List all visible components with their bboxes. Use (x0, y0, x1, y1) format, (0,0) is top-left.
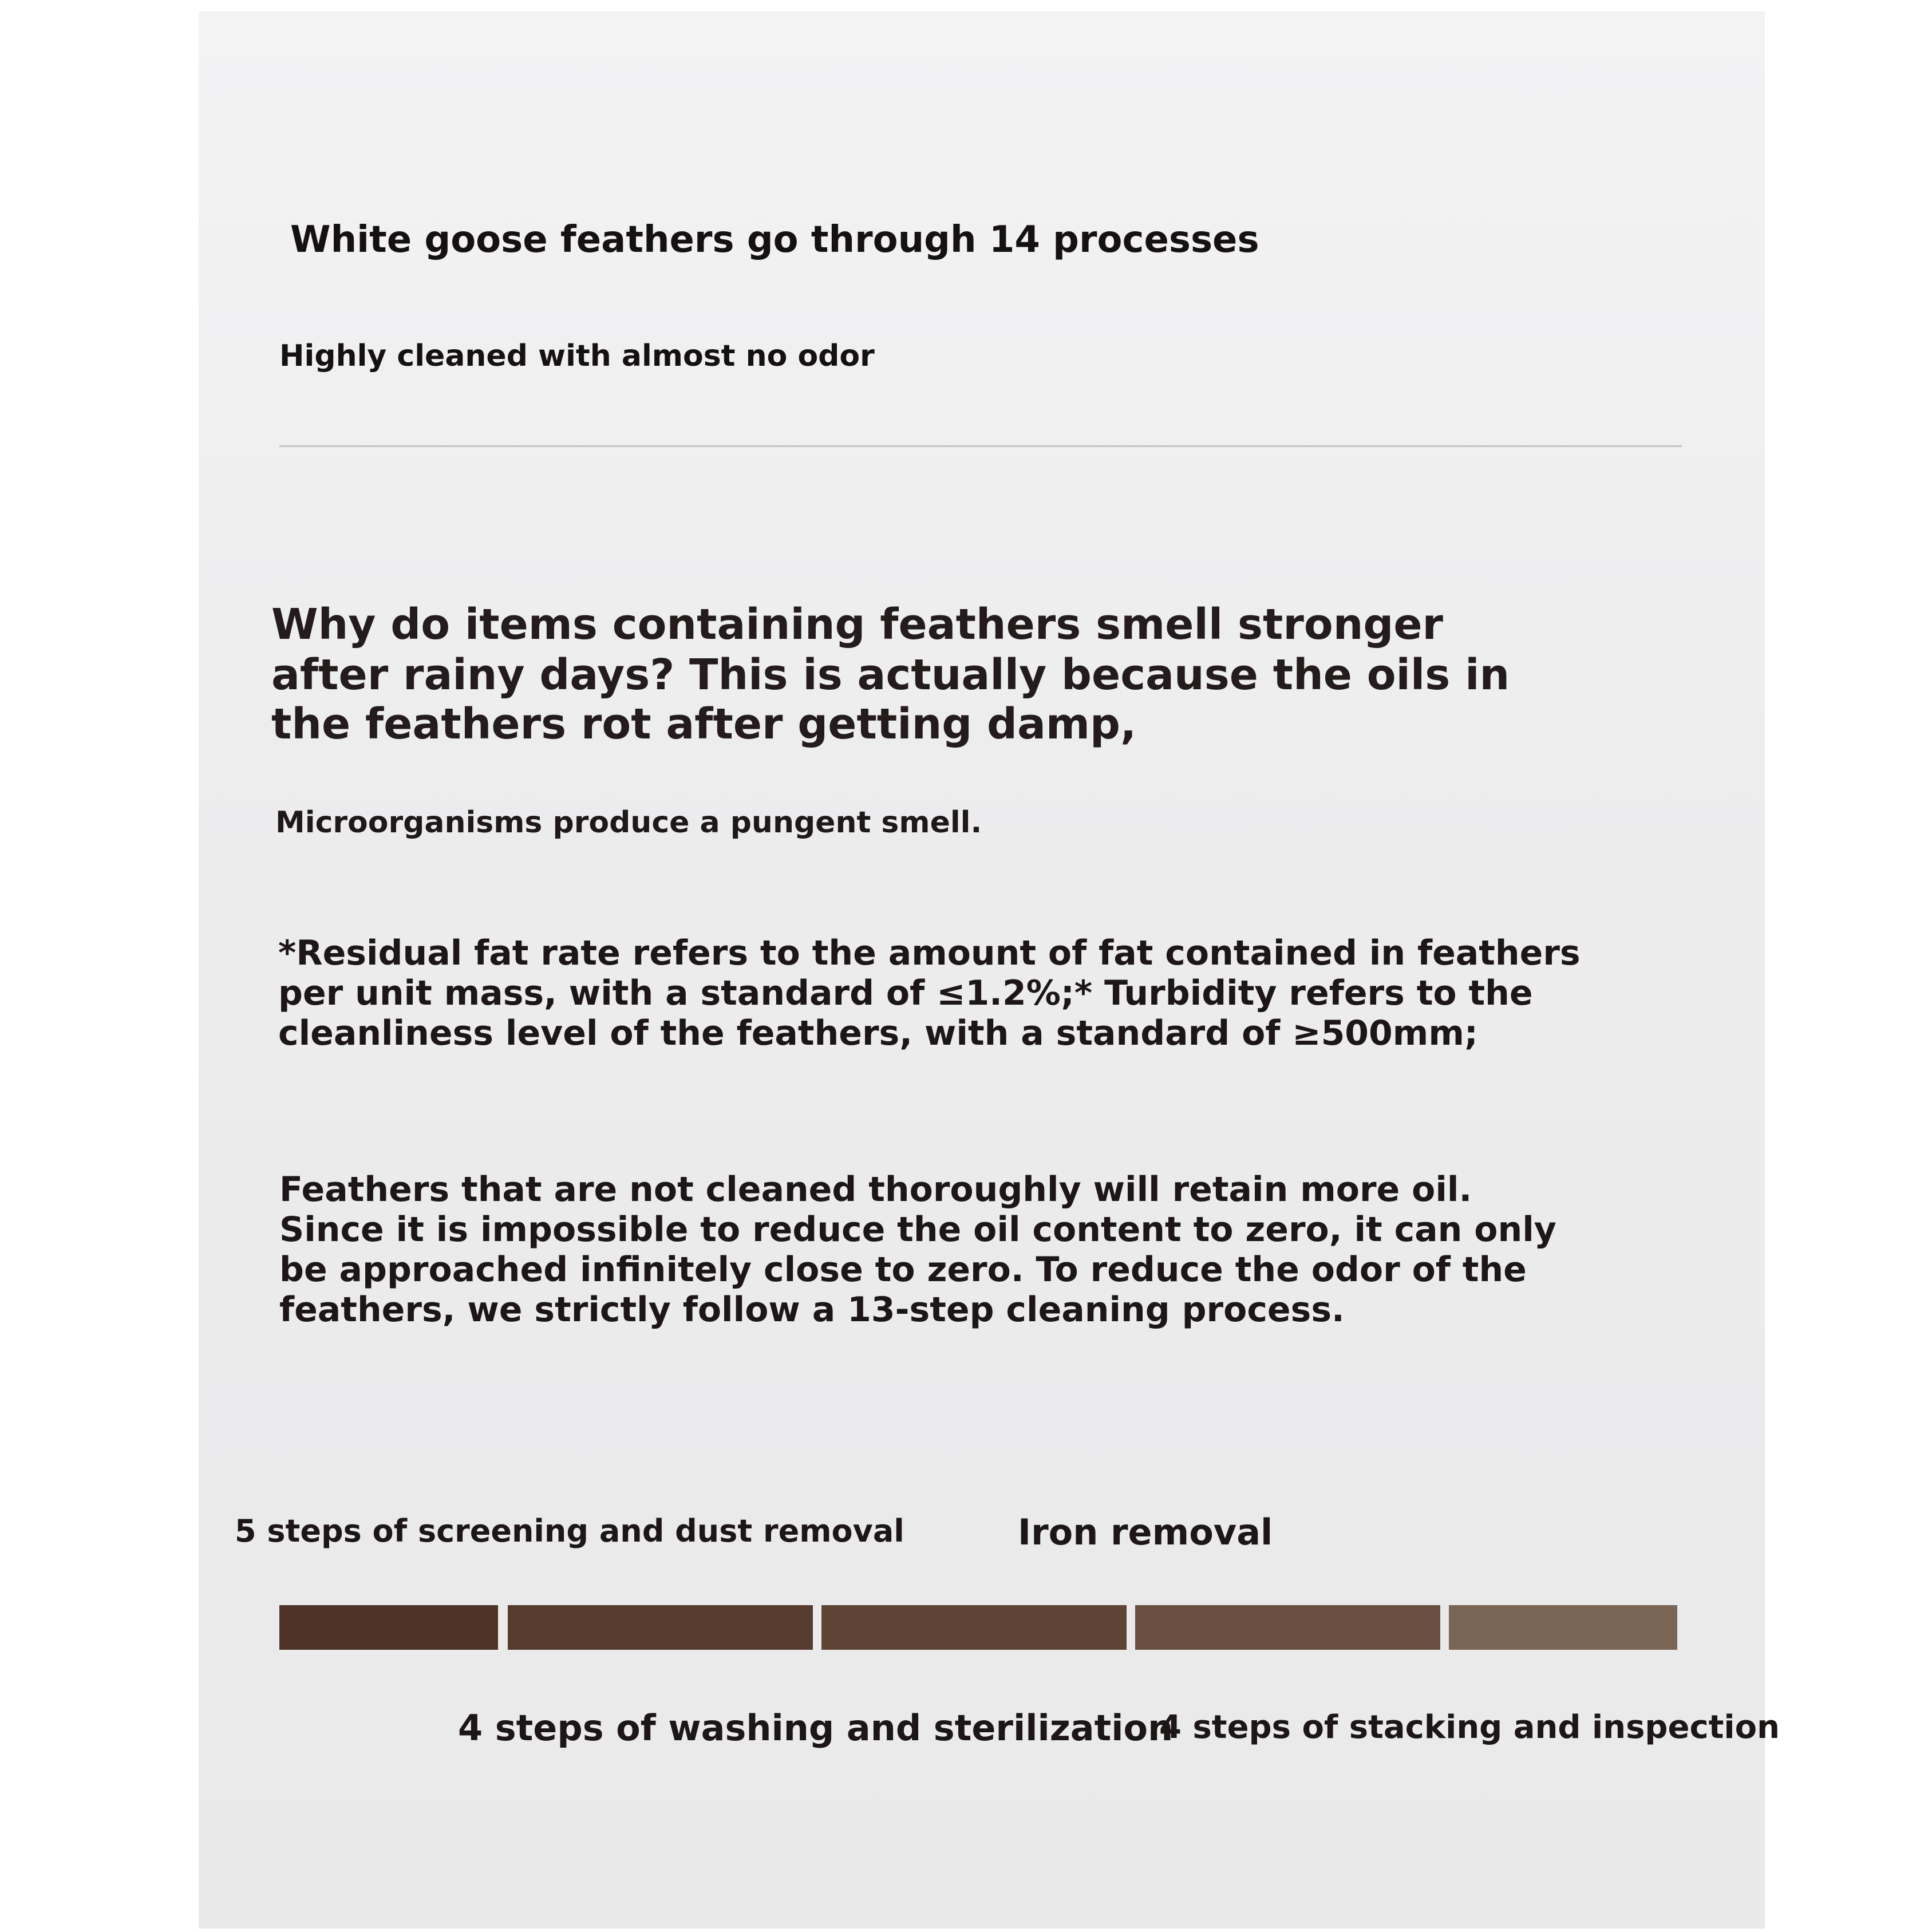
residual-line-2: per unit mass, with a standard of ≤1.2%;* Turbidity refers to the (278, 973, 1533, 1013)
process-label-iron: Iron removal (1018, 1511, 1273, 1553)
question-line-3: the feathers rot after getting damp, (271, 700, 1137, 749)
feathers-line-2: Since it is impossible to reduce the oil content to zero, it can only (279, 1210, 1556, 1250)
process-bar-segment-4 (1135, 1605, 1440, 1650)
process-bar-segment-5 (1449, 1605, 1677, 1650)
page-title: White goose feathers go through 14 processes (290, 219, 1259, 261)
feathers-line-4: feathers, we strictly follow a 13-step cleaning process. (279, 1290, 1345, 1330)
residual-line-1: *Residual fat rate refers to the amount of fat contained in feathers (278, 933, 1581, 973)
feathers-line-3: be approached infinitely close to zero. To reduce the odor of the (279, 1250, 1527, 1290)
process-label-screening: 5 steps of screening and dust removal (235, 1513, 904, 1549)
process-bar-segment-3 (821, 1605, 1127, 1650)
question-line-1: Why do items containing feathers smell stronger (271, 600, 1444, 649)
microorganism-note: Microorganisms produce a pungent smell. (275, 805, 982, 840)
residual-line-3: cleanliness level of the feathers, with a standard of ≥500mm; (278, 1013, 1478, 1053)
process-bar-segment-1 (279, 1605, 498, 1650)
page-subtitle: Highly cleaned with almost no odor (279, 339, 875, 373)
process-bar-segment-2 (508, 1605, 813, 1650)
process-label-stacking: 4 steps of stacking and inspection (1159, 1709, 1780, 1746)
feathers-line-1: Feathers that are not cleaned thoroughly will retain more oil. (279, 1170, 1472, 1210)
divider (279, 445, 1682, 447)
question-line-2: after rainy days? This is actually because the oils in (271, 650, 1510, 700)
process-label-washing: 4 steps of washing and sterilization (458, 1707, 1174, 1749)
